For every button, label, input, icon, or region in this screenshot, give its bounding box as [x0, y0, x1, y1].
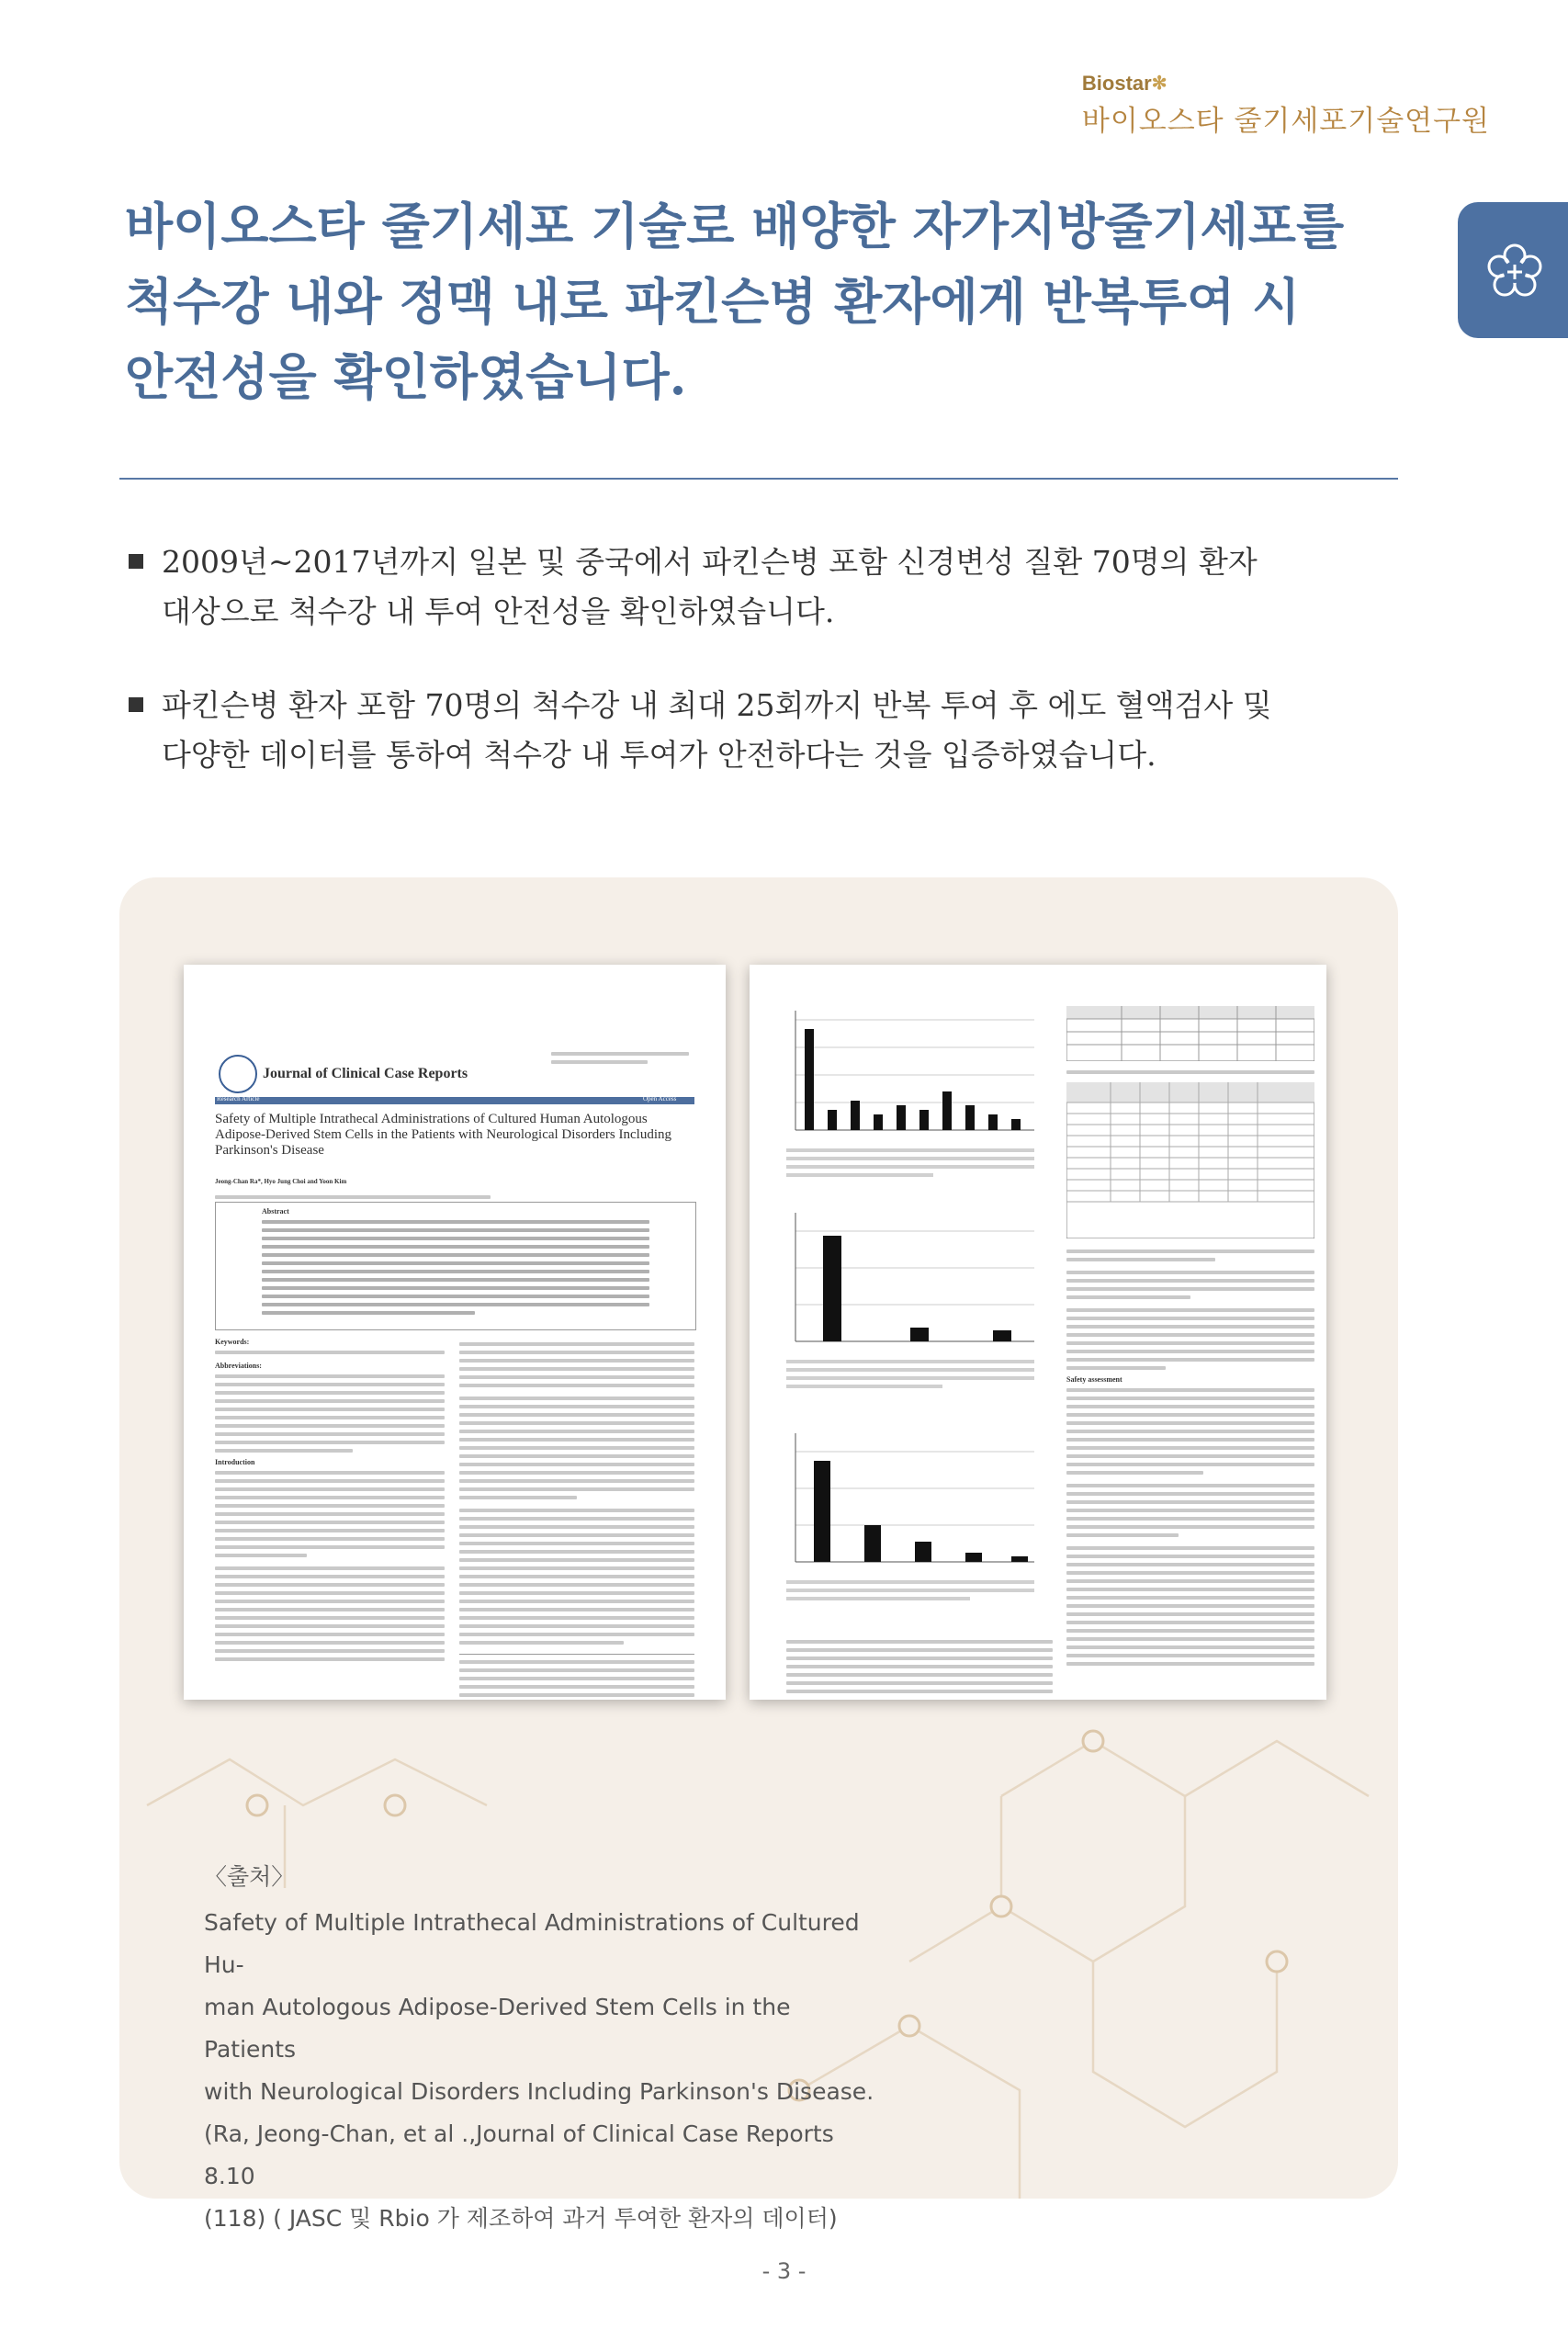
figure-3-chart [777, 1424, 1053, 1626]
paper-authors: Jeong-Chan Ra*, Hyo Jung Choi and Yoon Kim [215, 1178, 347, 1185]
brand-name-ko: 바이오스타 줄기세포기술연구원 [1081, 105, 1490, 138]
paper-page-left [184, 965, 726, 1700]
source-text: Safety of Multiple Intrathecal Administrations of Cultured Hu- man Autologous Adipose-Derived Stem Cells in the Patients with Neurological Disorders Including Parkinson's Disease. (Ra, Jeong-Chan, et al .,Journal of Clinical Case Reports 8.10 (118) ( JASC 및 Rbio 가 제조하여 과거 투여한 환자의 데이터) [204, 1909, 874, 2232]
right-column [459, 1338, 694, 1700]
divider [119, 478, 1398, 480]
bullet-item [125, 537, 1411, 637]
safety-heading: Safety assessment [1066, 1375, 1122, 1384]
keywords-label: Keywords: [215, 1338, 250, 1346]
flower-icon [1485, 243, 1544, 301]
bullet-item [125, 681, 1411, 780]
open-access: Open Access [643, 1095, 677, 1102]
figure-1-chart [777, 1001, 1053, 1185]
paper-page-right [750, 965, 1326, 1700]
abbrev-label: Abbreviations: [215, 1362, 262, 1370]
intro-heading: Introduction [215, 1458, 255, 1466]
figure-2-chart [777, 1204, 1053, 1406]
left-column [215, 1338, 445, 1666]
journal-logo-icon [219, 1055, 257, 1093]
page-number: - 3 - [761, 2258, 807, 2284]
article-type: Research Article [217, 1095, 260, 1102]
journal-name: Journal of Clinical Case Reports [263, 1066, 468, 1081]
bullet-text: 다양한 데이터를 통하여 척수강 내 투여가 안전하다는 것을 입증하였습니다. [162, 737, 1156, 773]
table-1 [1066, 1006, 1314, 1061]
section-tab [1458, 202, 1568, 338]
source-label: 〈출처〉 [204, 1863, 295, 1890]
page-headline [125, 188, 1347, 414]
bullet-text: 파킨슨병 환자 포함 70명의 척수강 내 최대 25회까지 반복 투여 후 에도 혈액검사 및 [162, 687, 1272, 723]
headline-line: 척수강 내와 정맥 내로 파킨슨병 환자에게 반복투여 시 [125, 272, 1301, 331]
headline-line: 안전성을 확인하였습니다. [125, 347, 687, 406]
headline-line: 바이오스타 줄기세포 기술로 배양한 자가지방줄기세포를 [125, 197, 1345, 255]
bullet-list [125, 537, 1411, 824]
brand-name-en: Biostar [1081, 72, 1152, 95]
star-icon: ✻ [1151, 74, 1168, 94]
bullet-text: 대상으로 척수강 내 투여 안전성을 확인하였습니다. [162, 594, 835, 629]
article-type-bar [215, 1097, 694, 1104]
brand-logo [1082, 72, 1490, 139]
table-2 [1066, 1082, 1314, 1238]
bullet-square-icon [129, 697, 143, 712]
right-text-column [1066, 1245, 1314, 1670]
abstract-heading: Abstract [262, 1207, 289, 1216]
bullet-text: 2009년~2017년까지 일본 및 중국에서 파킨슨병 포함 신경변성 질환 70명의 환자 [162, 544, 1258, 580]
abstract-box [215, 1202, 696, 1330]
source-citation [204, 1856, 884, 2240]
paper-title: Safety of Multiple Intrathecal Administrations of Cultured Human Autologous Adipose-Derived Stem Cells in the Patients with Neurological Disorders Including Parkinson's Disease [215, 1112, 671, 1158]
bullet-square-icon [129, 554, 143, 569]
